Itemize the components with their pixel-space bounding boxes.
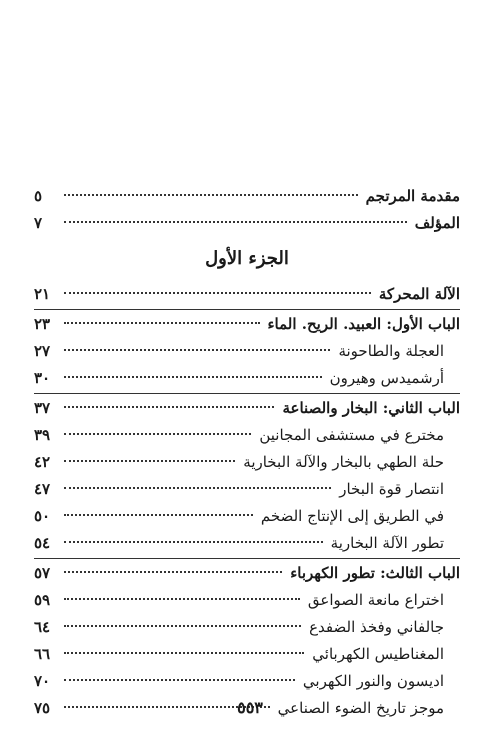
toc-entry-page: ٧٥ [34, 699, 51, 717]
dot-leader [64, 406, 274, 408]
toc-entry-page: ٥٩ [34, 591, 51, 609]
dot-leader [64, 376, 322, 378]
toc-entry-page: ٦٦ [34, 645, 51, 663]
front-matter-list [34, 183, 460, 237]
toc-entry-page: ٥٤ [34, 534, 51, 552]
toc-entry-title: جالفاني وفخذ الضفدع [309, 618, 444, 636]
toc-entry-page: ٢١ [34, 285, 51, 303]
section-divider [34, 558, 460, 559]
toc-row [34, 422, 460, 449]
toc-entry-page: ٦٤ [34, 618, 51, 636]
toc-entry-page: ٣٠ [34, 369, 51, 387]
toc-entry-title: العجلة والطاحونة [338, 342, 444, 360]
toc-entry-title: الباب الثالث: تطور الكهرباء [290, 564, 460, 582]
dot-leader [64, 679, 295, 681]
toc-entry-page: ٢٧ [34, 342, 51, 360]
toc-row [34, 449, 460, 476]
page-number: ٥٥٣ [237, 698, 263, 717]
table-of-contents [34, 183, 460, 722]
toc-row [34, 614, 460, 641]
dot-leader [64, 221, 407, 223]
toc-entry-page: ٥٧ [34, 564, 51, 582]
toc-entry-title: حلة الطهي بالبخار والآلة البخارية [243, 453, 444, 471]
toc-row [34, 668, 460, 695]
dot-leader [64, 598, 300, 600]
toc-entry-title: الباب الثاني: البخار والصناعة [282, 399, 460, 417]
toc-entry-page: ٤٢ [34, 453, 51, 471]
toc-entry-title: موجز تاريخ الضوء الصناعي [277, 699, 444, 717]
toc-entry-page: ٤٧ [34, 480, 51, 498]
toc-entry-title: مخترع في مستشفى المجانين [259, 426, 444, 444]
dot-leader [64, 514, 253, 516]
part-heading: الجزء الأول [205, 248, 289, 269]
toc-entry-page: ٥ [34, 187, 43, 205]
toc-entry-page: ٧ [34, 214, 43, 232]
toc-row [34, 503, 460, 530]
dot-leader [64, 652, 304, 654]
toc-row [34, 560, 460, 587]
toc-entry-title: الباب الأول: العبيد. الريح. الماء [267, 315, 460, 333]
dot-leader [64, 292, 371, 294]
toc-entry-title: اختراع مانعة الصواعق [307, 591, 444, 609]
toc-row [34, 530, 460, 557]
toc-entry-page: ٧٠ [34, 672, 51, 690]
dot-leader [64, 625, 301, 627]
toc-entry-page: ٣٩ [34, 426, 51, 444]
toc-row [34, 587, 460, 614]
dot-leader [64, 349, 330, 351]
toc-entry-title: تطور الآلة البخارية [330, 534, 444, 552]
dot-leader [64, 541, 323, 543]
toc-row [34, 210, 460, 237]
toc-entry-title: المؤلف [414, 214, 460, 232]
toc-entry-page: ٣٧ [34, 399, 51, 417]
toc-entry-title: مقدمة المرتجم [365, 187, 460, 205]
toc-entries-list [34, 281, 460, 722]
toc-row [34, 365, 460, 392]
dot-leader [64, 433, 251, 435]
toc-row [34, 641, 460, 668]
toc-entry-title: المغناطيس الكهربائي [312, 645, 444, 663]
section-divider [34, 393, 460, 394]
toc-entry-title: في الطريق إلى الإنتاج الضخم [260, 507, 444, 525]
toc-row [34, 338, 460, 365]
toc-entry-title: اديسون والنور الكهربي [302, 672, 444, 690]
toc-entry-page: ٢٣ [34, 315, 51, 333]
toc-row [34, 281, 460, 308]
toc-row [34, 183, 460, 210]
dot-leader [64, 194, 358, 196]
dot-leader [64, 487, 331, 489]
toc-entry-page: ٥٠ [34, 507, 51, 525]
toc-row [34, 395, 460, 422]
toc-entry-title: انتصار قوة البخار [339, 480, 444, 498]
toc-entry-title: أرشميدس وهيرون [329, 369, 444, 387]
toc-row [34, 311, 460, 338]
dot-leader [64, 571, 282, 573]
dot-leader [64, 322, 260, 324]
section-divider [34, 309, 460, 310]
dot-leader [64, 460, 235, 462]
toc-row [34, 476, 460, 503]
toc-entry-title: الآلة المحركة [378, 285, 460, 303]
